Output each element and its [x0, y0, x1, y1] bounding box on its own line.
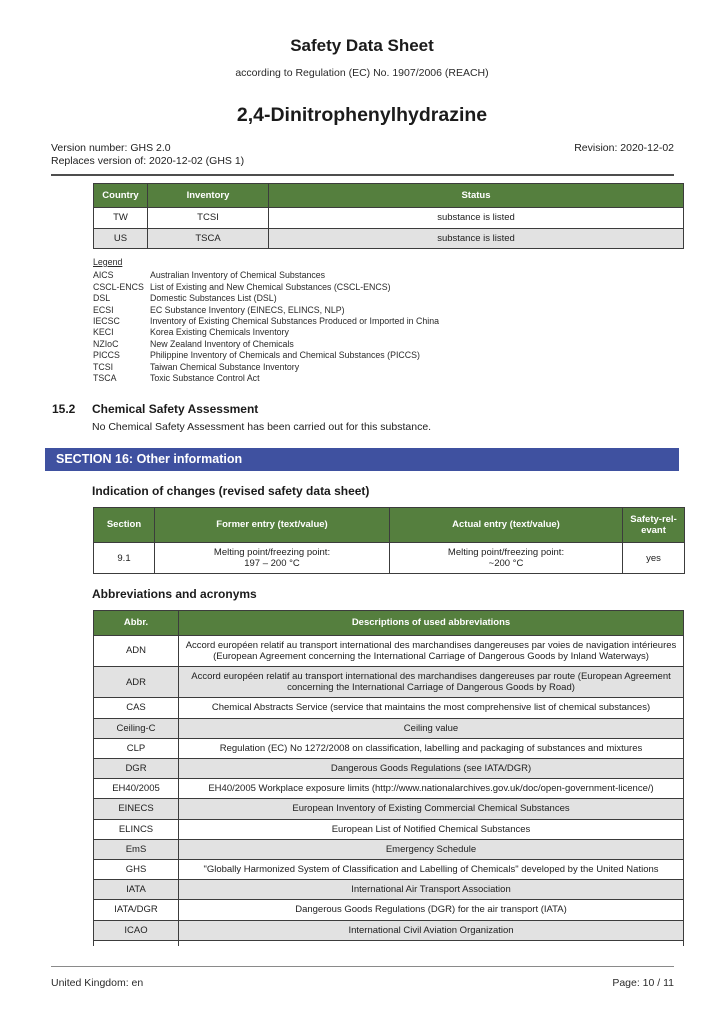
column-divider: [178, 941, 179, 946]
cell-country: TW: [94, 208, 148, 228]
table-header-row: [94, 507, 685, 542]
product-name: 2,4-Dinitrophenylhydrazine: [236, 104, 488, 126]
cell-description: European Inventory of Existing Commercial Chemical Substances: [179, 799, 684, 819]
legend-item: AICS Australian Inventory of Chemical Substances: [93, 270, 326, 281]
table-row: [94, 635, 684, 666]
footer-page-number: Page: 10 / 11: [612, 977, 674, 989]
legend-item: TSCA Toxic Substance Control Act: [93, 373, 260, 384]
version-row: [51, 142, 674, 168]
column-header-descriptions: Descriptions of used abbreviations: [179, 611, 684, 635]
cell-abbr: ELINCS: [94, 819, 179, 839]
cell-description: EH40/2005 Workplace exposure limits (http://www.nationalarchives.gov.uk/doc/open-government-licence/): [179, 779, 684, 799]
table-row: [94, 900, 684, 920]
cell-abbr: CAS: [94, 698, 179, 718]
table-row: [94, 880, 684, 900]
legend-item: IECSC Inventory of Existing Chemical Substances Produced or Imported in China: [93, 315, 439, 326]
cell-description: "Globally Harmonized System of Classification and Labelling of Chemicals" developed by the United Nations: [179, 859, 684, 879]
section-15-2: [52, 402, 674, 433]
cell-abbr: EINECS: [94, 799, 179, 819]
cell-description: International Air Transport Association: [179, 880, 684, 900]
legend-item: KECI Korea Existing Chemicals Inventory: [93, 327, 289, 338]
cell-inventory: TSCA: [148, 228, 269, 248]
cell-description: Dangerous Goods Regulations (DGR) for the air transport (IATA): [179, 900, 684, 920]
legend: [93, 257, 674, 385]
legend-title: Legend: [93, 256, 123, 267]
table-row: [94, 758, 684, 778]
table-row: [94, 698, 684, 718]
abbreviations-heading: Abbreviations and acronyms: [92, 587, 257, 602]
replaces-version: Replaces version of: 2020-12-02 (GHS 1): [51, 155, 245, 168]
table-row: [94, 839, 684, 859]
document-header: [0, 0, 724, 176]
cell-abbr: EmS: [94, 839, 179, 859]
cell-description: Ceiling value: [179, 718, 684, 738]
table-row: [94, 738, 684, 758]
legend-item: CSCL-ENCS List of Existing and New Chemical Substances (CSCL-ENCS): [93, 281, 391, 292]
column-header-safety-relevant: Safety-rel- evant: [623, 507, 685, 542]
section-number: 15.2: [52, 401, 76, 416]
table-row: [94, 208, 684, 228]
table-row: [94, 859, 684, 879]
header-divider: [51, 174, 674, 176]
inventory-status-table: [93, 183, 684, 249]
cell-abbr: IATA/DGR: [94, 900, 179, 920]
cell-actual-entry: Melting point/freezing point: ~200 °C: [390, 542, 623, 573]
table-row: [94, 228, 684, 248]
section-15-2-heading: [52, 402, 674, 416]
cell-description: Accord européen relatif au transport international des marchandises dangereuses par route (European Agreement concerning the International Carriage of Dangerous Goods by Road): [179, 666, 684, 697]
column-header-abbr: Abbr.: [94, 611, 179, 635]
cell-status: substance is listed: [269, 208, 684, 228]
section-16-banner: SECTION 16: Other information: [45, 448, 679, 471]
legend-item: ECSI EC Substance Inventory (EINECS, ELINCS, NLP): [93, 304, 345, 315]
cell-description: Regulation (EC) No 1272/2008 on classification, labelling and packaging of substances and mixtures: [179, 738, 684, 758]
document-footer: [51, 966, 674, 989]
section-title: Chemical Safety Assessment: [92, 401, 259, 416]
footer-locale: United Kingdom: en: [51, 977, 144, 989]
cell-description: European List of Notified Chemical Substances: [179, 819, 684, 839]
column-header-country: Country: [94, 184, 148, 208]
cell-description: Chemical Abstracts Service (service that maintains the most comprehensive list of chemical substances): [179, 698, 684, 718]
table-row: [94, 819, 684, 839]
cell-abbr: ADR: [94, 666, 179, 697]
version-block: [51, 142, 244, 168]
column-header-section: Section: [94, 507, 155, 542]
cell-abbr: DGR: [94, 758, 179, 778]
column-header-inventory: Inventory: [148, 184, 269, 208]
table-row: [94, 542, 685, 573]
version-number: Version number: GHS 2.0: [51, 142, 171, 154]
abbreviations-table: [93, 610, 684, 940]
cell-country: US: [94, 228, 148, 248]
cell-abbr: IATA: [94, 880, 179, 900]
cell-former-entry: Melting point/freezing point: 197 – 200 °C: [155, 542, 390, 573]
legend-item: NZIoC New Zealand Inventory of Chemicals: [93, 338, 294, 349]
cell-abbr: ADN: [94, 635, 179, 666]
table-row: [94, 920, 684, 940]
column-header-actual-entry: Actual entry (text/value): [390, 507, 623, 542]
cell-abbr: Ceiling-C: [94, 718, 179, 738]
table-row: [94, 799, 684, 819]
column-header-former-entry: Former entry (text/value): [155, 507, 390, 542]
table-row: [94, 666, 684, 697]
cell-description: International Civil Aviation Organization: [179, 920, 684, 940]
cell-description: Emergency Schedule: [179, 839, 684, 859]
legend-item: TCSI Taiwan Chemical Substance Inventory: [93, 361, 300, 372]
table-row: [94, 718, 684, 738]
document-title: Safety Data Sheet: [290, 36, 434, 55]
cell-safety-relevant: yes: [623, 542, 685, 573]
cell-description: Accord européen relatif au transport international des marchandises dangereuses par voies de navigation intérieures (European Agreement concerning the International Carriage of Dangerous Goods by Inland Waterways): [179, 635, 684, 666]
cell-status: substance is listed: [269, 228, 684, 248]
cell-section: 9.1: [94, 542, 155, 573]
document-subtitle: according to Regulation (EC) No. 1907/2006 (REACH): [235, 67, 489, 79]
column-header-status: Status: [269, 184, 684, 208]
cell-abbr: CLP: [94, 738, 179, 758]
legend-item: PICCS Philippine Inventory of Chemicals and Chemical Substances (PICCS): [93, 350, 420, 361]
revision-date: Revision: 2020-12-02: [574, 142, 674, 154]
cell-inventory: TCSI: [148, 208, 269, 228]
cell-abbr: EH40/2005: [94, 779, 179, 799]
table-header-row: [94, 184, 684, 208]
cell-abbr: ICAO: [94, 920, 179, 940]
legend-item: DSL Domestic Substances List (DSL): [93, 293, 277, 304]
cell-abbr: GHS: [94, 859, 179, 879]
table-header-row: [94, 611, 684, 635]
indication-of-changes-table: [93, 507, 685, 575]
cell-description: Dangerous Goods Regulations (see IATA/DGR): [179, 758, 684, 778]
changes-heading: Indication of changes (revised safety data sheet): [92, 483, 370, 498]
section-15-2-body: No Chemical Safety Assessment has been carried out for this substance.: [92, 420, 432, 433]
table-row: [94, 779, 684, 799]
table-row-cut-off: [93, 941, 684, 946]
